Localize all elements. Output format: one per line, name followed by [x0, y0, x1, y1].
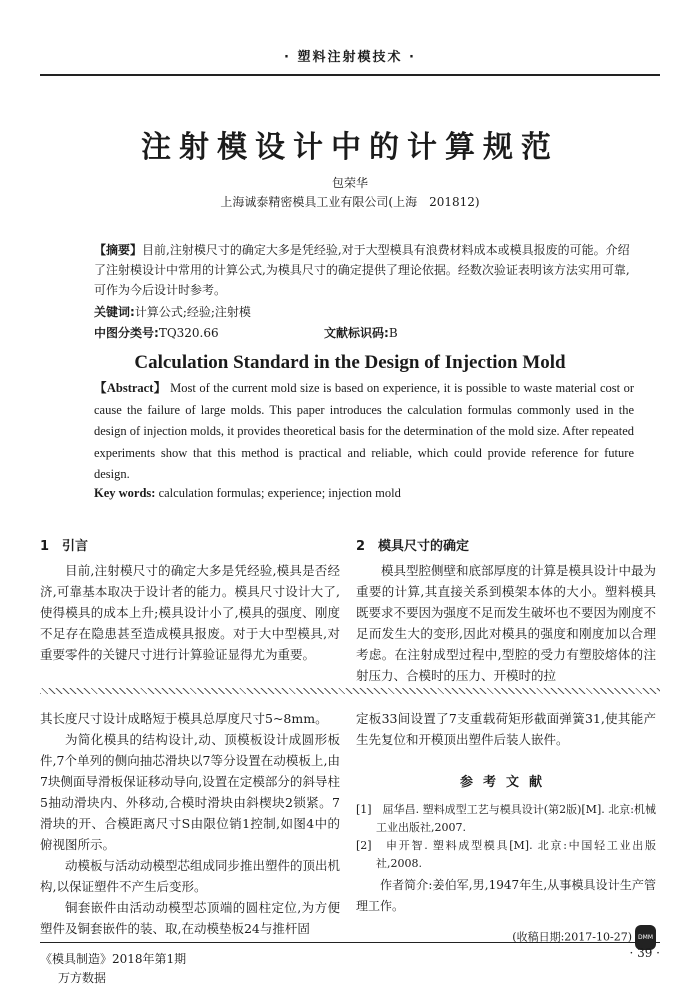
paragraph: 动模板与活动动模型芯组成同步推出塑件的顶出机构,以保证塑件不产生后变形。 [40, 858, 341, 894]
doc-code-label: 文献标识码: [324, 326, 389, 340]
author-note: 作者简介:姜伯军,男,1947年生,从事模具设计生产管理工作。 [356, 878, 656, 913]
received-date-text: (收稿日期:2017-10-27) [512, 930, 633, 944]
continued-text-right [356, 708, 656, 950]
abstract-cn-label: 【摘要】 [94, 243, 143, 257]
author-affiliation: 上海诚泰精密模具工业有限公司(上海 201812) [220, 195, 480, 209]
page-number: · 39 · [629, 946, 660, 960]
abstract-en-text: Most of the current mold size is based on experience, it is possible to waste material cost or cause the failure of large molds. This paper introduces the calculation formulas commonly used in the design of injection molds, it provides theoretical basis for the determination of the mold size. After repeated experiments show that this method is practical and reliable, which could provide reference for future design. [94, 381, 634, 481]
paragraph: 为简化模具的结构设计,动、顶模板设计成圆形板件,7个单列的侧向抽芯滑块以7等分设置在动模板上,由7块侧面导滑板保证移动导向,设置在定模部分的斜导柱5抽动滑块内、外移动,合模时滑块由斜楔块2锁紧。7滑块的开、合模距离尺寸S由限位销1控制,如图4中的俯视图所示。 [40, 732, 340, 852]
keywords-cn [94, 303, 634, 320]
section-heading: 2 模具尺寸的确定 [356, 539, 470, 554]
abstract-en [94, 378, 634, 486]
database-watermark: 万方数据 [58, 971, 107, 985]
page-break-divider [40, 688, 660, 694]
header-rule [40, 74, 660, 76]
references-heading: 参考文献 [459, 775, 552, 790]
abstract-en-label: 【Abstract】 [94, 381, 167, 395]
keywords-en-text: calculation formulas; experience; injection mold [158, 486, 401, 500]
paragraph: 铜套嵌件由活动动模型芯顶端的圆柱定位,为方便塑件及铜套嵌件的装、取,在动模垫板24与推杆固 [40, 900, 340, 936]
page-title-cn: 注射模设计中的计算规范 [141, 130, 559, 165]
column-header-label: · 塑料注射模技术 · [284, 50, 416, 65]
doc-code [324, 324, 398, 341]
received-date [356, 925, 656, 950]
classification-row [94, 324, 634, 341]
footer-rule [40, 942, 660, 943]
clc-value: TQ320.66 [158, 326, 219, 340]
keywords-cn-text: 计算公式;经验;注射模 [134, 305, 251, 319]
abstract-cn [94, 240, 634, 300]
author-name: 包荣华 [331, 176, 368, 190]
page-title-en: Calculation Standard in the Design of Injection Mold [134, 352, 566, 373]
doc-code-value: B [388, 326, 398, 340]
reference-item: [2] 申开智. 塑料成型模具[M]. 北京:中国轻工业出版社,2008. [356, 839, 656, 870]
section-mold-size [356, 536, 656, 686]
paragraph: 其长度尺寸设计成略短于模具总厚度尺寸5~8mm。 [40, 711, 328, 726]
section-heading: 1 引言 [40, 539, 89, 554]
reference-item: [1] 屈华昌. 塑料成型工艺与模具设计(第2版)[M]. 北京:机械工业出版社,2007. [356, 803, 656, 834]
section-paragraph: 模具型腔侧壁和底部厚度的计算是模具设计中最为重要的计算,其直接关系到模架本体的大小。塑料模具既要求不要因为强度不足而发生破坏也不要因为刚度不足而发生大的变形,因此对模具的强度和刚度加以合理考虑。在注射成型过程中,型腔的受力有塑胶熔体的注射压力、合模时的压力、开模时的拉 [356, 563, 657, 683]
continued-text-left [40, 708, 340, 939]
paragraph: 定板33间设置了7支重载荷矩形截面弹簧31,使其能产生先复位和开模顶出塑件后装人嵌件。 [356, 711, 656, 747]
keywords-cn-label: 关键词: [94, 305, 135, 319]
section-introduction [40, 536, 340, 665]
keywords-en-label: Key words: [94, 486, 156, 500]
abstract-cn-text: 目前,注射模尺寸的确定大多是凭经验,对于大型模具有浪费材料成本或模具报废的可能。介绍了注射模设计中常用的计算公式,为模具尺寸的确定提供了理论依据。经数次验证表明该方法实用可靠,可作为今后设计时参考。 [94, 243, 630, 297]
section-paragraph: 目前,注射模尺寸的确定大多是凭经验,模具是否经济,可靠基本取决于设计者的能力。模具尺寸设计大了,使得模具的成本上升;模具设计小了,模具的强度、刚度不足存在隐患甚至造成模具报废。对于大中型模具,对重要零件的关键尺寸进行计算验证显得尤为重要。 [40, 563, 340, 662]
keywords-en [94, 486, 634, 501]
dmm-logo-icon: DMM [635, 925, 656, 950]
journal-citation: 《模具制造》2018年第1期 [40, 952, 187, 966]
clc-label: 中图分类号: [94, 326, 159, 340]
